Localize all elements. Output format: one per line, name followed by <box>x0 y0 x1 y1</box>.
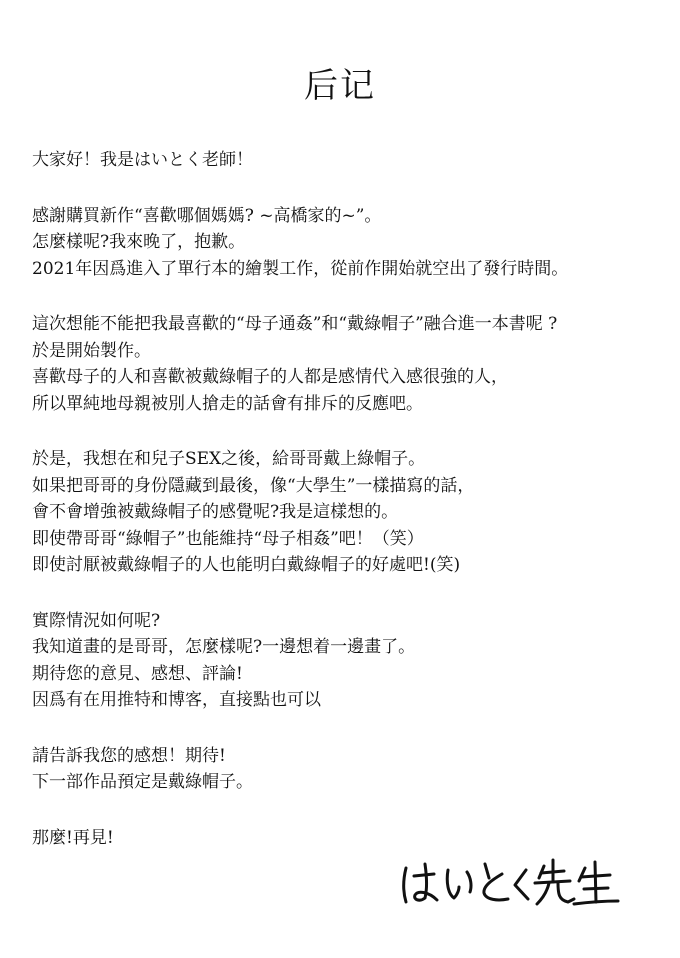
text-line: 請告訴我您的感想！期待! <box>32 745 226 766</box>
paragraph-story <box>32 446 662 579</box>
handwritten-signature <box>398 856 620 912</box>
text-line: 怎麼樣呢?我來晚了，抱歉。 <box>32 232 246 252</box>
text-line: 下一部作品預定是戴綠帽子。 <box>32 772 253 792</box>
text-line: 即使討厭被戴綠帽子的人也能明白戴綠帽子的好處吧!(笑) <box>32 555 461 575</box>
text-line: 大家好！我是はいとく老師！ <box>32 150 253 170</box>
text-line: 2021年因爲進入了單行本的繪製工作，從前作開始就空出了發行時間。 <box>32 258 569 279</box>
text-line: 感謝購買新作“喜歡哪個媽媽? ~高橋家的~”。 <box>32 205 382 226</box>
paragraph-farewell <box>32 825 662 852</box>
text-line: 喜歡母子的人和喜歡被戴綠帽子的人都是感情代入感很強的人， <box>32 367 508 387</box>
afterword-body <box>32 147 662 851</box>
text-line: 期待您的意見、感想、評論! <box>32 663 243 684</box>
text-line: 這次想能不能把我最喜歡的“母子通姦”和“戴綠帽子”融合進一本書呢 ? <box>32 314 558 334</box>
text-line: 所以單純地母親被別人搶走的話會有排斥的反應吧。 <box>32 393 423 414</box>
text-line: 那麼!再見! <box>32 827 114 848</box>
page-title: 后记 <box>304 66 376 106</box>
text-line: 於是開始製作。 <box>32 340 151 361</box>
text-line: 於是，我想在和兒子SEX之後，給哥哥戴上綠帽子。 <box>32 449 426 469</box>
paragraph-greeting <box>32 147 662 174</box>
text-line: 我知道畫的是哥哥，怎麼樣呢?一邊想着一邊畫了。 <box>32 637 416 657</box>
paragraph-concept <box>32 311 662 417</box>
text-line: 即使帶哥哥“綠帽子”也能維持“母子相姦”吧！（笑） <box>32 528 424 549</box>
paragraph-next-work <box>32 743 662 796</box>
text-line: 因爲有在用推特和博客，直接點也可以 <box>32 690 321 710</box>
text-line: 如果把哥哥的身份隱藏到最後，像“大學生”一樣描寫的話， <box>32 475 475 496</box>
text-line: 會不會增強被戴綠帽子的感覺呢?我是這樣想的。 <box>32 502 399 522</box>
paragraph-feedback <box>32 608 662 714</box>
text-line: 實際情況如何呢? <box>32 610 161 631</box>
paragraph-thanks <box>32 203 662 283</box>
